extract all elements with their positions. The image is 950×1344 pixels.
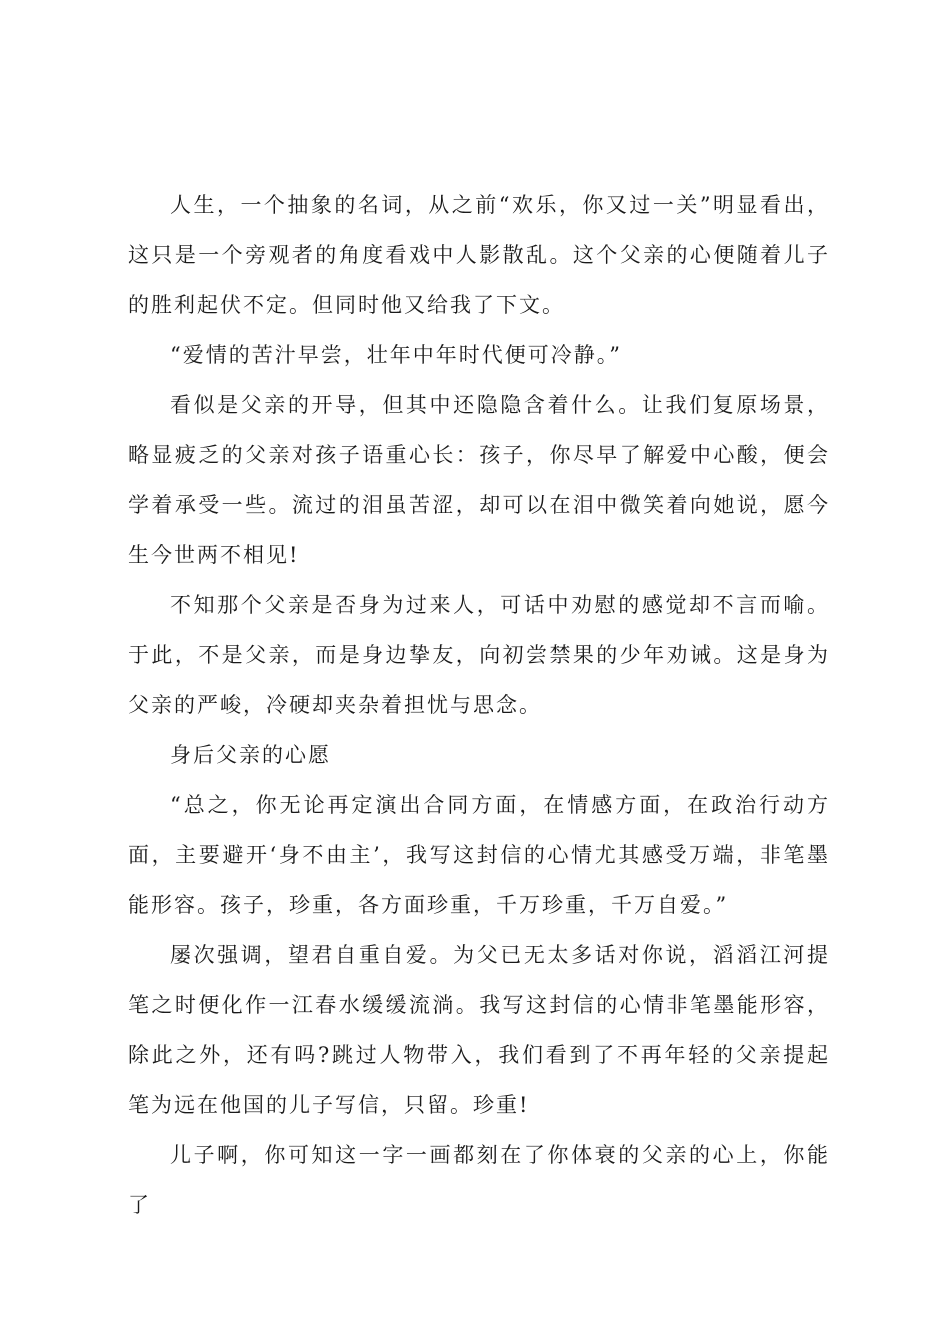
- paragraph: 屡次强调，望君自重自爱。为父已无太多话对你说，滔滔江河提笔之时便化作一江春水缓缓流淌。我写这封信的心情非笔墨能形容，除此之外，还有吗?跳过人物带入，我们看到了不再年轻的父亲提起笔为远在他国的儿子写信，只留。珍重!: [128, 943, 830, 1117]
- paragraph: “爱情的苦汁早尝，壮年中年时代便可冷静。”: [170, 343, 622, 367]
- document-body: [128, 180, 830, 1230]
- paragraph: 不知那个父亲是否身为过来人，可话中劝慰的感觉却不言而喻。于此，不是父亲，而是身边挚友，向初尝禁果的少年劝诫。这是身为父亲的严峻，冷硬却夹杂着担忧与思念。: [128, 593, 830, 717]
- paragraph: 儿子啊，你可知这一字一画都刻在了你体衰的父亲的心上，你能了: [128, 1143, 830, 1217]
- section-heading: 身后父亲的心愿: [170, 743, 331, 767]
- paragraph: “总之，你无论再定演出合同方面，在情感方面，在政治行动方面，主要避开‘身不由主’，我写这封信的心情尤其感受万端，非笔墨能形容。孩子，珍重，各方面珍重，千万珍重，千万自爱。”: [128, 793, 830, 917]
- paragraph: 人生，一个抽象的名词，从之前“欢乐，你又过一关”明显看出，这只是一个旁观者的角度看戏中人影散乱。这个父亲的心便随着儿子的胜利起伏不定。但同时他又给我了下文。: [128, 193, 830, 317]
- paragraph: 看似是父亲的开导，但其中还隐隐含着什么。让我们复原场景，略显疲乏的父亲对孩子语重心长：孩子，你尽早了解爱中心酸，便会学着承受一些。流过的泪虽苦涩，却可以在泪中微笑着向她说，愿今生今世两不相见!: [128, 393, 830, 567]
